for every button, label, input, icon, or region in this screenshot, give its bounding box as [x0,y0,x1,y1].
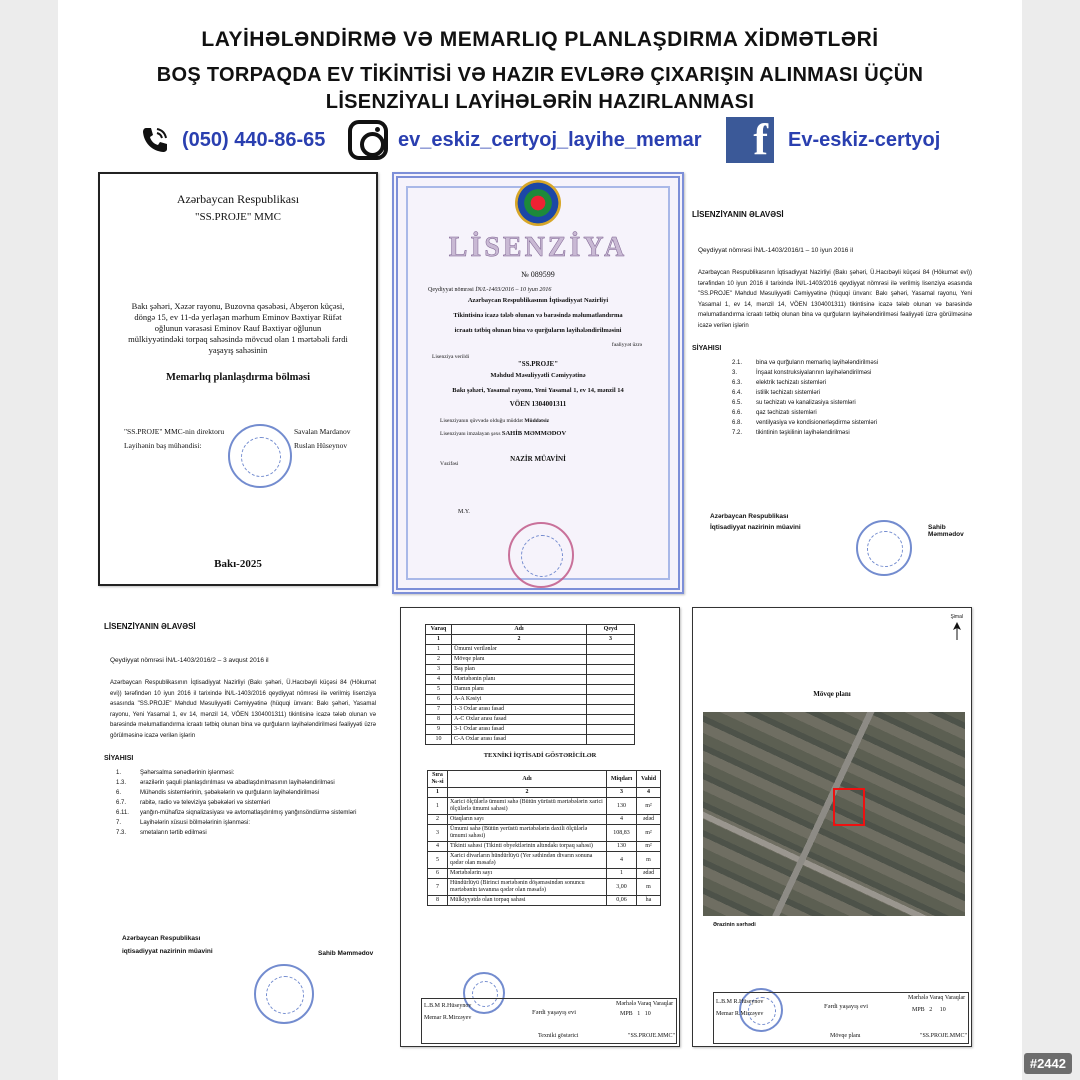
table-cell [587,725,635,735]
table-row [428,852,661,869]
annex2-sign-name: Sahib Məmmədov [318,950,374,957]
list-item-number: 6.3. [732,380,743,386]
list-item-number: 1.3. [116,780,127,786]
phone-number: (050) 440-86-65 [182,128,326,151]
left-margin [0,0,58,1080]
list-item [116,820,374,826]
table-cell: 7 [428,879,448,896]
title-block-name: R.Hüseynov [733,999,764,1005]
list-item [732,390,982,396]
table-cell: ha [637,896,661,906]
site-title-block-title: Fərdi yaşayış evi [824,1003,869,1010]
license-reg-value: İN/L-1403/2016 – 10 iyun 2016 [475,287,552,293]
list-item-number: 6.8. [732,420,743,426]
table-cell: m² [637,825,661,842]
title-block-sheet-name: Texniki göstərici [538,1033,579,1039]
cover-country: Azərbaycan Respublikası [176,192,300,206]
list-item-text: ərazilərin şaquli planlaşdırılması və abadlaşdırılmasının layihələndirilməsi [140,780,335,786]
table-cell: 6 [428,869,448,879]
table-cell: 3,00 [607,879,637,896]
site-caption: Ərazinin sərhədi [713,922,756,928]
title-block-val: MPB [912,1007,925,1013]
list-item-number: 2.1. [732,360,743,366]
license-annex-1 [692,172,982,590]
title-block-val: 1 [637,1011,641,1017]
annex1-sign-org-2: İqtisadiyyat nazirinin müavini [710,524,801,531]
table-row [428,815,661,825]
license-address: Bakı şəhəri, Yasamal rayonu, Yeni Yasamal 1, ev 14, mənzil 14 [452,387,624,394]
title-block-val: 10 [939,1007,946,1013]
cover-section: Memarlıq planlaşdırma bölməsi [165,372,311,383]
table-row [426,655,635,665]
table-cell [587,715,635,725]
list-item-number: 1. [116,770,122,776]
list-item-text: smetaların tərtib edilməsi [140,830,207,836]
post-id-badge: #2442 [1024,1053,1072,1074]
col-number: 1 [426,635,452,645]
table-cell: 1 [428,798,448,815]
table-cell: 0,06 [607,896,637,906]
table-cell: 2 [426,655,452,665]
plot-boundary [833,788,865,826]
list-item [732,360,982,366]
table-cell [587,675,635,685]
table-cell: 3 [428,825,448,842]
list-item-number: 6. [116,790,122,796]
table-cell: Baş plan [452,665,587,675]
cover-director-name: Savalan Mardanov [294,427,351,436]
table-cell [587,695,635,705]
annex1-title: LİSENZİYANIN ƏLAVƏSİ [692,210,784,219]
list-item-text: qaz təchizatı sistemləri [756,410,817,416]
list-item [732,430,982,436]
list-item [116,770,374,776]
license-signer-label: Lisenziyanı imzalayan şəxs [440,431,501,437]
facebook-contact[interactable] [726,115,941,164]
table-row [426,715,635,725]
col-header: Vahid [637,771,661,788]
table-cell: 1 [426,645,452,655]
list-item [732,420,982,426]
list-item [116,800,374,806]
table-row [426,735,635,745]
aerial-photo [703,712,965,916]
table-cell: C-A Oxlar arası fasad [452,735,587,745]
list-item-number: 3. [732,370,738,376]
col-header: Sıra №-si [428,771,448,788]
annex2-body: Azərbaycan Respublikasının İqtisadiyyat Nazirliyi (Bakı şəhəri, Ü.Hacıbəyli küçəsi 84 (Hökumət evi)) tərəfindən 10 iyun 2016 il tarixində İN/L-1403/2016 qeydiyyat nömrəsi ilə verilmiş lisenziya əsasında "SS.PROJE" Məhdud Məsuliyyətli Cəmiyyətinə (hüquqi ünvanı: Bakı şəhəri, Yasamal rayonu, Yeni Yasamal 1, ev 14, mənzil 14, VÖEN 1304001311) tikintisinə icazə tələb olunan və barəsində məlumatlandırma icraatı tətbiq olunan bina və qurğuların layihələndirilməsi fəaliyyəti üzrə görülməsinə icazə verilən işlərin [110,680,376,739]
table-row [426,685,635,695]
cover-company: "SS.PROJE" MMC [194,211,281,223]
table-cell [587,735,635,745]
col-number: 3 [587,635,635,645]
license-seal-label: M.Y. [458,509,470,515]
table-cell: Mülkiyyətdə olan torpaq sahəsi [448,896,607,906]
list-item-text: Şəhərsalma sənədlərinin işlənməsi: [140,770,235,776]
phone-icon [140,125,170,155]
table-cell: Mövqe planı [452,655,587,665]
license-activity-1: Tikintisinə icazə tələb olunan və barəsində məlumatlandırma [453,312,623,319]
table-cell: Tikinti sahəsi (Tikinti obyektlərinin altındakı torpaq sahəsi) [448,842,607,852]
table-row [426,665,635,675]
table-cell: m [637,852,661,869]
right-margin [1022,0,1080,1080]
table-row [428,825,661,842]
company-stamp [228,424,292,488]
table-cell: 4 [426,675,452,685]
title-block-col: Varaqlar [944,995,966,1001]
list-item-number: 6.7. [116,800,127,806]
license-title: LİSENZİYA [448,232,628,263]
license-company-type: Məhdud Məsuliyyətli Cəmiyyətinə [490,372,586,379]
annex2-title: LİSENZİYANIN ƏLAVƏSİ [104,622,196,631]
license-company: "SS.PROJE" [517,360,559,368]
table-cell: 108,83 [607,825,637,842]
list-item-number: 7. [116,820,122,826]
table-cell: 4 [428,842,448,852]
annex2-list-title: SİYAHISI [104,755,134,762]
annex2-list [116,770,374,836]
annex2-sign-org-2: iqtisadiyyat nazirinin müavini [122,948,213,955]
license-certificate [392,172,684,594]
table-cell: 3 [426,665,452,675]
annex1-reg-line: Qeydiyyat nömrəsi İN/L-1403/2016/1 – 10 iyun 2016 il [698,247,854,254]
cover-document [98,172,378,586]
license-activity-2: icraatı tətbiq olunan bina və qurğuların layihələndirilməsini [454,327,622,334]
annex2-stamp [254,964,314,1024]
annex1-list-title: SİYAHISI [692,345,722,352]
title-block-role: L.B.M [716,999,733,1005]
table-cell: 130 [607,842,637,852]
table-cell: Mərtəbələrin sayı [448,869,607,879]
header-line-2: BOŞ TORPAQDA EV TİKİNTİSİ VƏ HAZIR EVLƏRƏ ÇIXARIŞIN ALINMASI ÜÇÜN [156,64,924,86]
col-header: Qeyd [587,625,635,635]
list-item-text: ventilyasiya və kondisionerləşdirmə sistemləri [756,420,878,426]
col-header: Varaq [426,625,452,635]
list-item-number: 6.11. [116,810,129,816]
table-cell: 8 [426,715,452,725]
license-reg-label: Qeydiyyat nömrəsi [428,287,474,293]
license-position-label: Vəzifəsi [440,461,459,467]
table-cell: Xarici divarların hündürlüyü (Yer səthindən divarın sonuna qədər olan məsafə) [448,852,607,869]
site-plan-sheet [692,607,972,1047]
col-number: 3 [607,788,637,798]
site-title-block-org: "SS.PROJE.MMC" [920,1033,967,1039]
col-header: Adı [448,771,607,788]
table-cell: 9 [426,725,452,735]
col-number: 2 [452,635,587,645]
table-cell: 4 [607,815,637,825]
annex1-stamp [856,520,912,576]
table-row [426,675,635,685]
license-number: № 089599 [521,270,555,279]
cover-body: Bakı şəhəri, Xəzər rayonu, Buzovna qəsəbəsi, Abşeron küçəsi, döngə 15, ev 11-də yerləşən mərhum Eminov Bəxtiyar Rüfət oğlunun vərəsəsi Eminov Rauf Bəxtiyar oğlunun mülkiyyətindəki torpaq sahəsində mövcud olan 1 mərtəbəli fərdi yaşayış sahəsinin [128,301,348,355]
table-cell: 2 [428,815,448,825]
title-block-title: Fərdi yaşayış evi [532,1009,577,1016]
title-block-col: Varaqlar [652,1001,674,1007]
table-cell: Otaqların sayı [448,815,607,825]
table-row [426,725,635,735]
table-cell [587,705,635,715]
license-validity-label: Lisenziyanın qüvvədə olduğu müddət [440,418,523,424]
cover-director-role: "SS.PROJE" MMC-nin direktoru [124,427,225,436]
license-issued-label: Lisenziya verildi [432,354,470,360]
table-cell: 1 [607,869,637,879]
title-block-col: Varaq [637,1001,652,1007]
license-annex-2 [104,612,382,1032]
license-activity-label: fəaliyyət üzrə [611,342,642,348]
instagram-contact[interactable] [348,118,702,162]
list-item-number: 7.3. [116,830,127,836]
table-cell: 1-3 Oxlar arası fasad [452,705,587,715]
table-cell: ədəd [637,815,661,825]
col-number: 1 [428,788,448,798]
list-item-text: rabitə, radio və televiziya şəbəkələri və sistemləri [140,800,271,806]
list-item [732,410,982,416]
header-line-3: LİSENZİYALI LAYİHƏLƏRİN HAZIRLANMASI [325,91,755,113]
list-item-number: 6.5. [732,400,743,406]
coat-of-arms-icon [515,180,561,226]
table-row [428,869,661,879]
list-item-text: elektrik təchizatı sistemləri [756,380,827,386]
title-block-role: Memar [716,1011,734,1017]
cover-footer: Bakı-2025 [214,558,262,570]
table-cell: 130 [607,798,637,815]
facebook-handle: Ev-eskiz-certyoj [788,128,941,151]
list-item [116,810,374,816]
table-row [428,842,661,852]
table-row [426,705,635,715]
title-block-org: "SS.PROJE.MMC" [628,1033,675,1039]
table-cell: m² [637,842,661,852]
list-item [732,400,982,406]
list-item [116,780,374,786]
table-cell: 5 [428,852,448,869]
table-cell: Mərtəbənin planı [452,675,587,685]
title-block-role: Memar [424,1015,442,1021]
table-row [428,879,661,896]
technical-sheet [400,607,680,1047]
license-ministry: Azərbaycan Respublikasının İqtisadiyyat Nazirliyi [467,297,609,304]
list-item-number: 7.2. [732,430,743,436]
annex1-body: Azərbaycan Respublikasının İqtisadiyyat Nazirliyi (Bakı şəhəri, Ü.Hacıbəyli küçəsi 84 (Hökumət evi)) tərəfindən 10 iyun 2016 il tarixində İN/L-1403/2016 qeydiyyat nömrəsi ilə verilmiş lisenziya əsasında "SS.PROJE" Məhdud Məsuliyyətli Cəmiyyətinə (hüquqi ünvanı: Bakı şəhəri, Yasamal rayonu, Yeni Yasamal 1, ev 14, mənzil 14, VÖEN 1304001311) tikintisinə icazə tələb olunan və barəsində məlumatlandırma icraatı tətbiq olunan bina və qurğuların layihələndirilməsi fəaliyyəti üzrə görülməsinə icazə verilən işlərin [698,270,972,329]
table-cell: 8 [428,896,448,906]
title-block-name: R.Hüseynov [441,1003,472,1009]
title-block-val: 10 [644,1011,651,1017]
license-position-value: NAZİR MÜAVİNİ [510,455,566,463]
table-cell: 5 [426,685,452,695]
facebook-icon: f [726,117,774,163]
instagram-icon [348,120,388,160]
title-block-col: Mərhələ [616,1001,636,1007]
title-block-val: 2 [929,1007,933,1013]
table-cell: ədəd [637,869,661,879]
table-cell: Xarici ölçülərlə ümumi sahə (Bütün yürüstü mərtəbələrin xarici ölçülərlə ümumi sahəsi) [448,798,607,815]
title-block-col: Varaq [929,995,944,1001]
table-row [426,645,635,655]
list-item-text: İnşaat konstruksiyalarının layihələndirilməsi [756,370,872,376]
license-voen: VÖEN 1304001311 [509,400,567,408]
col-header: Miqdarı [607,771,637,788]
cover-engineer-role: Layihənin baş mühəndisi: [124,441,202,450]
license-validity-value: Müddətsiz [524,418,550,424]
sheet-list-table [425,624,635,745]
table-cell: Ümumi verilənlər [452,645,587,655]
list-item-text: tikintinin təşkilinin layihələndirilməsi [756,430,850,436]
list-item-text: Layihələrin xüsusi bölmələrinin işlənməsi: [140,820,251,826]
annex1-sign-org-1: Azərbaycan Respublikası [710,513,789,520]
list-item-text: istilik təchizatı sistemləri [756,390,821,396]
table-row [428,798,661,815]
annex1-sign-name: Sahib Məmmədov [928,524,964,538]
north-arrow-icon [953,622,961,640]
title-block-role: L.B.M [424,1003,441,1009]
title-block-val: MPB [620,1011,633,1017]
table-row [426,695,635,705]
site-title-block [713,992,969,1044]
annex2-sign-org-1: Azərbaycan Respublikası [122,935,201,942]
site-plan-title: Mövqe planı [813,690,851,698]
title-block-col: Mərhələ [908,995,928,1001]
list-item [116,790,374,796]
table-cell: m² [637,798,661,815]
list-item-number: 6.6. [732,410,743,416]
col-header: Adı [452,625,587,635]
list-item [116,830,374,836]
table-cell: Hündürlüyü (Birinci mərtəbənin döşəməsindən sonuncu mərtəbənin tavanına qədər olan məsafə) [448,879,607,896]
table-cell: 10 [426,735,452,745]
instagram-handle: ev_eskiz_certyoj_layihe_memar [398,128,702,151]
annex2-reg-line: Qeydiyyat nömrəsi İN/L-1403/2016/2 – 3 avqust 2016 il [110,657,269,664]
list-item-text: yanğın-mühafizə siqnalizasiyası və avtomatlaşdırılmış yanğınsöndürmə sistemləri [140,810,357,816]
table-cell: m [637,879,661,896]
ministry-seal [508,522,574,588]
table-cell: A-C Oxlar arası fasad [452,715,587,725]
phone-contact[interactable] [140,118,325,162]
north-label: Şimal [950,614,963,620]
list-item-number: 6.4. [732,390,743,396]
table-cell: 4 [607,852,637,869]
table-cell: Damın planı [452,685,587,695]
header-line-1: LAYİHƏLƏNDİRMƏ VƏ MEMARLIQ PLANLAŞDIRMA XİDMƏTLƏRİ [201,28,879,51]
license-signer-name: SAHİB MƏMMƏDOV [501,430,567,437]
title-block [421,998,677,1044]
table-cell: Ümumi sahə (Bütün yerüstü mərtəbələrin daxili ölçülərlə ümumi sahəsi) [448,825,607,842]
list-item [732,380,982,386]
list-item-text: su təchizatı və kanalizasiya sistemləri [756,400,856,406]
list-item [732,370,982,376]
tech-title: TEXNİKİ İQTİSADİ GÖSTƏRİCİLƏR [483,752,597,759]
title-block-name: R.Mirzəyev [734,1011,764,1017]
table-cell [587,685,635,695]
table-cell [587,665,635,675]
col-number: 4 [637,788,661,798]
list-item-text: Mühəndis sistemlərinin, şəbəkələrin və qurğuların layihələndirilməsi [140,790,320,796]
list-item-text: bina və qurğuların memarlıq layihələndirilməsi [756,360,879,366]
table-cell: A-A Kəsiyi [452,695,587,705]
site-title-block-sheet: Mövqe planı [830,1033,861,1039]
table-cell: 6 [426,695,452,705]
col-number: 2 [448,788,607,798]
annex1-list [732,360,982,436]
tech-indicators-table [427,770,661,906]
title-block-name: R.Mirzəyev [442,1015,472,1021]
table-cell: 3-1 Oxlar arası fasad [452,725,587,735]
table-cell [587,655,635,665]
table-cell: 7 [426,705,452,715]
table-cell [587,645,635,655]
cover-engineer-name: Ruslan Hüseynov [294,441,348,450]
table-row [428,896,661,906]
